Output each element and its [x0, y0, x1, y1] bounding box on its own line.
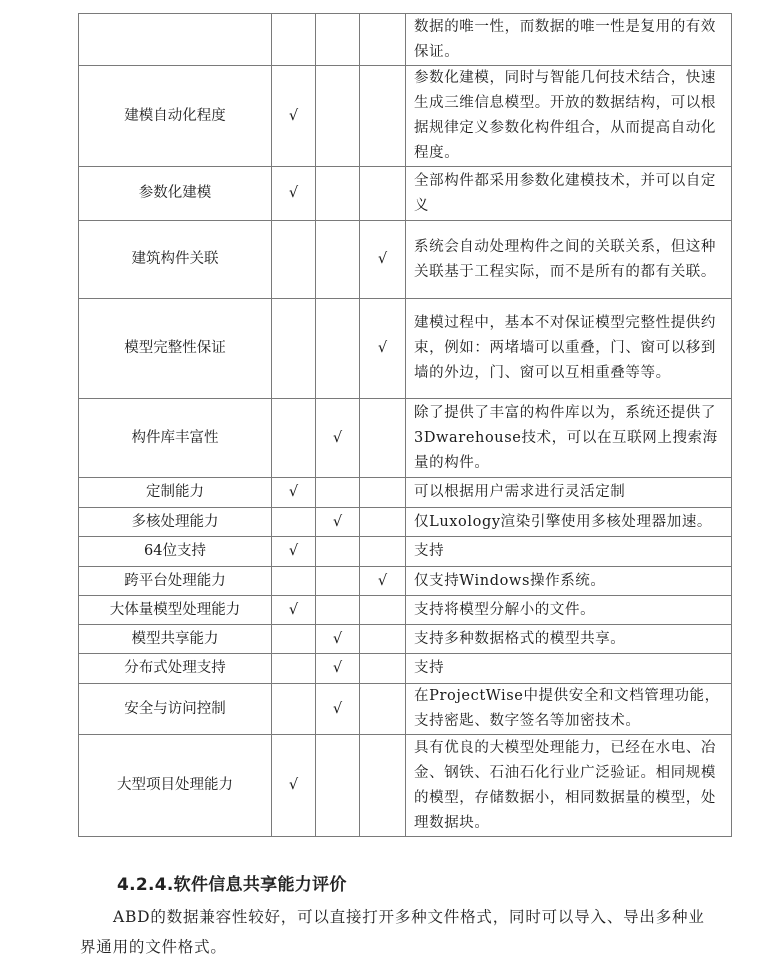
description-cell: 支持将模型分解小的文件。	[406, 596, 732, 625]
rating-good-cell	[272, 684, 316, 735]
rating-poor-cell	[360, 66, 406, 167]
rating-medium-cell: √	[316, 684, 360, 735]
section-paragraph: ABD的数据兼容性较好，可以直接打开多种文件格式，同时可以导入、导出多种业界通用的文件格式。	[80, 908, 705, 956]
rating-good-cell: √	[272, 167, 316, 221]
description-cell: 仅Luxology渲染引擎使用多核处理器加速。	[406, 508, 732, 537]
feature-name-cell: 构件库丰富性	[79, 399, 272, 478]
feature-name-cell: 多核处理能力	[79, 508, 272, 537]
rating-poor-cell: √	[360, 567, 406, 596]
table-row	[79, 167, 732, 221]
rating-medium-cell: √	[316, 625, 360, 654]
feature-name-cell: 建筑构件关联	[79, 221, 272, 299]
description-cell: 除了提供了丰富的构件库以为，系统还提供了3Dwarehouse技术，可以在互联网上搜索海量的构件。	[406, 399, 732, 478]
feature-name-cell: 大型项目处理能力	[79, 735, 272, 837]
evaluation-table-body	[79, 14, 732, 837]
rating-poor-cell	[360, 735, 406, 837]
description-cell: 仅支持Windows操作系统。	[406, 567, 732, 596]
rating-poor-cell	[360, 478, 406, 508]
feature-name-cell: 参数化建模	[79, 167, 272, 221]
description-cell: 支持多种数据格式的模型共享。	[406, 625, 732, 654]
feature-name-cell: 分布式处理支持	[79, 654, 272, 684]
rating-poor-cell	[360, 399, 406, 478]
description-cell: 数据的唯一性，而数据的唯一性是复用的有效保证。	[406, 14, 732, 66]
table-row	[79, 299, 732, 399]
description-cell: 具有优良的大模型处理能力，已经在水电、冶金、钢铁、石油石化行业广泛验证。相同规模的模型，存储数据小，相同数据量的模型，处理数据块。	[406, 735, 732, 837]
rating-good-cell: √	[272, 66, 316, 167]
description-cell: 建模过程中，基本不对保证模型完整性提供约束，例如：两堵墙可以重叠，门、窗可以移到墙的外边，门、窗可以互相重叠等等。	[406, 299, 732, 399]
rating-good-cell	[272, 399, 316, 478]
rating-medium-cell	[316, 14, 360, 66]
rating-poor-cell	[360, 625, 406, 654]
table-row	[79, 537, 732, 567]
rating-medium-cell: √	[316, 654, 360, 684]
table-row	[79, 596, 732, 625]
table-row	[79, 735, 732, 837]
description-cell: 支持	[406, 654, 732, 684]
description-cell: 系统会自动处理构件之间的关联关系，但这种关联基于工程实际，而不是所有的都有关联。	[406, 221, 732, 299]
feature-name-cell: 64位支持	[79, 537, 272, 567]
feature-name-cell: 安全与访问控制	[79, 684, 272, 735]
table-row	[79, 399, 732, 478]
rating-poor-cell: √	[360, 221, 406, 299]
rating-good-cell	[272, 14, 316, 66]
rating-medium-cell	[316, 735, 360, 837]
rating-good-cell: √	[272, 735, 316, 837]
rating-medium-cell	[316, 478, 360, 508]
rating-medium-cell	[316, 567, 360, 596]
table-row	[79, 66, 732, 167]
description-cell: 参数化建模，同时与智能几何技术结合，快速生成三维信息模型。开放的数据结构，可以根据规律定义参数化构件组合，从而提高自动化程度。	[406, 66, 732, 167]
table-row	[79, 508, 732, 537]
feature-name-cell: 定制能力	[79, 478, 272, 508]
rating-good-cell: √	[272, 537, 316, 567]
rating-medium-cell	[316, 537, 360, 567]
rating-good-cell	[272, 625, 316, 654]
feature-name-cell: 模型完整性保证	[79, 299, 272, 399]
rating-poor-cell	[360, 596, 406, 625]
feature-name-cell: 建模自动化程度	[79, 66, 272, 167]
section-heading: 4.2.4.软件信息共享能力评价	[117, 875, 347, 895]
rating-medium-cell	[316, 66, 360, 167]
rating-good-cell	[272, 508, 316, 537]
rating-medium-cell	[316, 596, 360, 625]
rating-medium-cell: √	[316, 508, 360, 537]
rating-poor-cell	[360, 167, 406, 221]
rating-poor-cell	[360, 684, 406, 735]
rating-good-cell	[272, 221, 316, 299]
rating-poor-cell	[360, 537, 406, 567]
description-cell: 可以根据用户需求进行灵活定制	[406, 478, 732, 508]
rating-poor-cell: √	[360, 299, 406, 399]
table-row	[79, 654, 732, 684]
rating-medium-cell	[316, 167, 360, 221]
rating-good-cell: √	[272, 478, 316, 508]
rating-poor-cell	[360, 14, 406, 66]
table-row	[79, 684, 732, 735]
feature-name-cell: 跨平台处理能力	[79, 567, 272, 596]
table-row	[79, 14, 732, 66]
description-cell: 全部构件都采用参数化建模技术，并可以自定义	[406, 167, 732, 221]
rating-poor-cell	[360, 508, 406, 537]
table-row	[79, 478, 732, 508]
rating-medium-cell	[316, 299, 360, 399]
rating-good-cell	[272, 654, 316, 684]
feature-name-cell: 大体量模型处理能力	[79, 596, 272, 625]
rating-good-cell: √	[272, 596, 316, 625]
rating-medium-cell	[316, 221, 360, 299]
evaluation-table	[78, 13, 732, 837]
feature-name-cell: 模型共享能力	[79, 625, 272, 654]
table-row	[79, 221, 732, 299]
rating-good-cell	[272, 567, 316, 596]
feature-name-cell	[79, 14, 272, 66]
description-cell: 在ProjectWise中提供安全和文档管理功能，支持密匙、数字签名等加密技术。	[406, 684, 732, 735]
rating-medium-cell: √	[316, 399, 360, 478]
description-cell: 支持	[406, 537, 732, 567]
rating-poor-cell	[360, 654, 406, 684]
rating-good-cell	[272, 299, 316, 399]
table-row	[79, 567, 732, 596]
table-row	[79, 625, 732, 654]
